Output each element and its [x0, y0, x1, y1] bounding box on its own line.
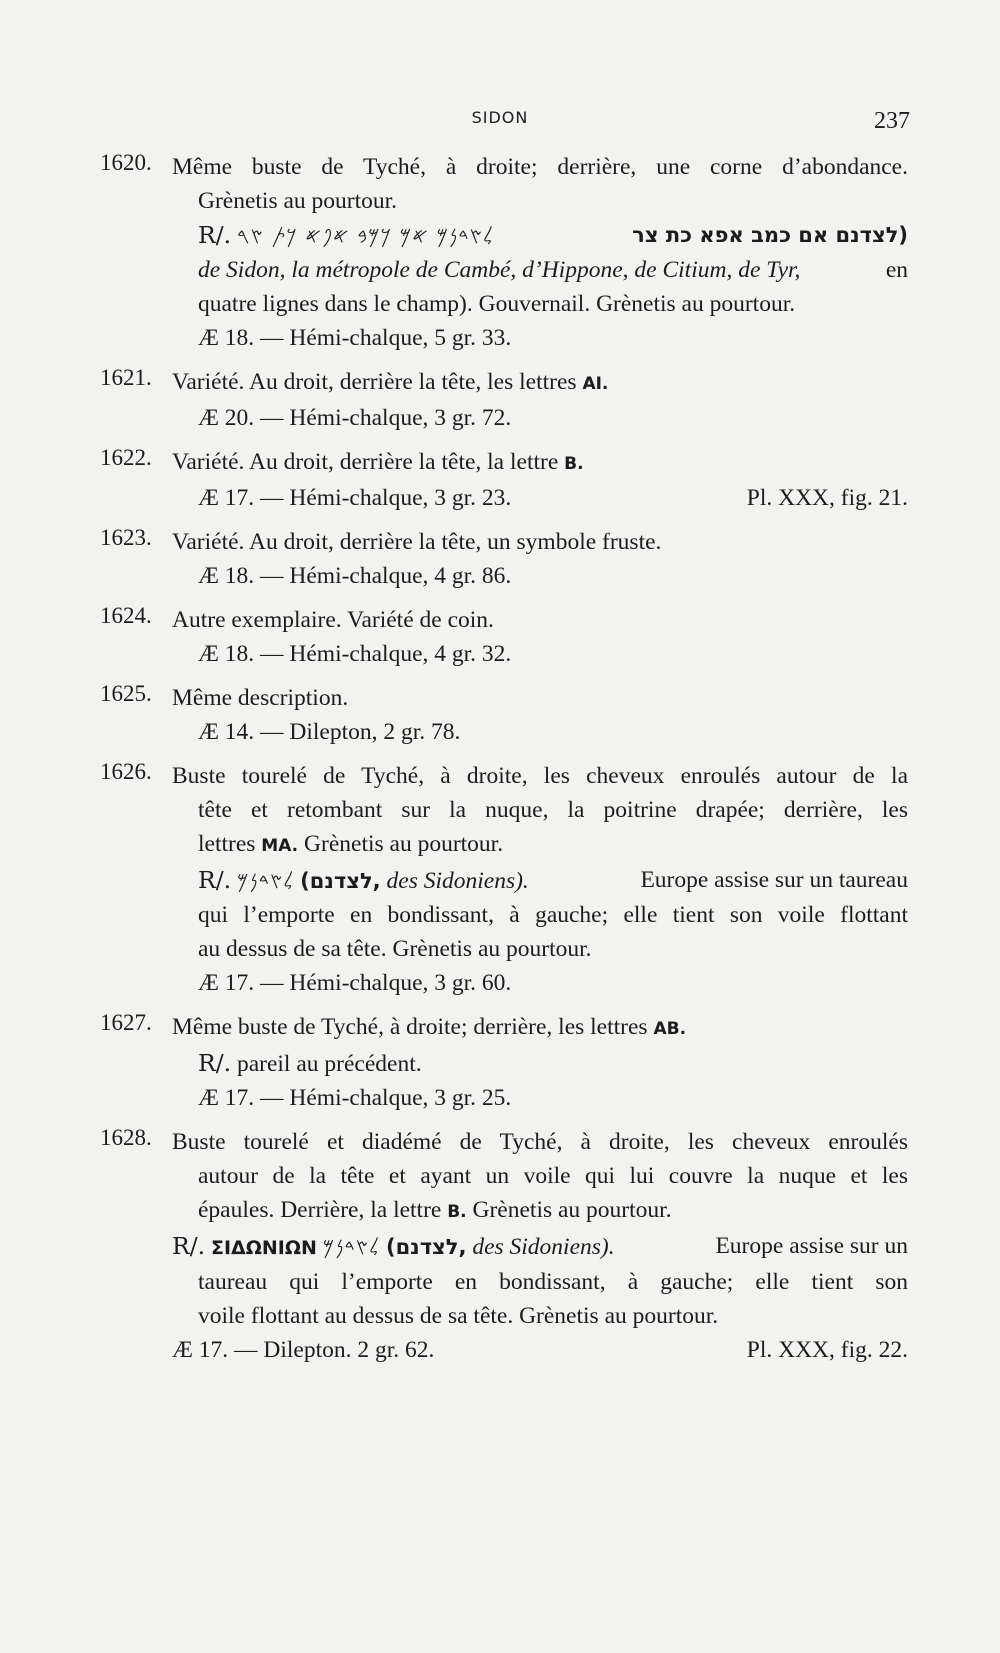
entry-1624 [100, 603, 908, 671]
translation-italic: des Sidoniens). [386, 868, 529, 894]
letters: B. [447, 1202, 467, 1222]
reverse-line: qui l’emporte en bondissant, à gauche; elle tient son voile flottant [198, 902, 908, 928]
letters: AI. [582, 374, 609, 394]
obverse-line: Buste tourelé de Tyché, à droite, les cheveux enroulés autour de la [172, 763, 908, 789]
reverse-line: au dessus de sa tête. Grènetis au pourtour. [198, 936, 592, 962]
obverse-line [172, 365, 908, 401]
obverse-line: Variété. Au droit, derrière la tête, un symbole fruste. [172, 529, 662, 555]
page-number: 237 [874, 108, 910, 134]
entry-1623 [100, 525, 908, 593]
weight-line: Æ 17. — Hémi-chalque, 3 gr. 25. [198, 1085, 512, 1111]
reverse-legend-line [172, 1229, 908, 1265]
entry-1627 [100, 1010, 908, 1115]
entry-number: 1626. [100, 759, 152, 784]
reverse-legend-line [172, 218, 908, 253]
entry-number: 1620. [100, 150, 152, 175]
letters: AB. [653, 1019, 687, 1039]
obverse-text: épaules. Derrière, la lettre [198, 1197, 442, 1223]
translation-tail: en [885, 257, 908, 283]
obverse-line: Même description. [172, 685, 349, 711]
entry-number: 1625. [100, 681, 152, 706]
hebrew-transcription: (לצדנם, [385, 1235, 467, 1259]
weight-line: Æ 18. — Hémi-chalque, 4 gr. 32. [198, 641, 512, 667]
reverse-mark: R/. [198, 221, 232, 249]
obverse-line: Grènetis au pourtour. [198, 188, 398, 214]
obverse-text: lettres [198, 831, 256, 857]
phoenician-legend: 𐤋𐤑𐤃𐤍𐤌 [322, 1235, 381, 1259]
letters: MA. [261, 836, 299, 856]
phoenician-legend: 𐤋𐤑𐤃𐤍𐤌 [236, 869, 295, 893]
weight-text: Æ 17. — Hémi-chalque, 3 gr. 23. [198, 485, 512, 511]
entry-number: 1621. [100, 365, 152, 390]
obverse-line [172, 1010, 908, 1046]
entry-number: 1628. [100, 1125, 152, 1150]
entry-number: 1623. [100, 525, 152, 550]
entry-number: 1622. [100, 445, 152, 470]
plate-reference: Pl. XXX, fig. 22. [746, 1337, 908, 1363]
obverse-line: Autre exemplaire. Variété de coin. [172, 607, 494, 633]
reverse-text: pareil au précédent. [236, 1051, 422, 1077]
obverse-line: Même buste de Tyché, à droite; derrière, une corne d’abondance. [172, 154, 908, 180]
phoenician-legend: 𐤋𐤑𐤃𐤍𐤌 𐤀𐤌 𐤊𐤌𐤁 𐤀𐤐𐤀 𐤊𐤕 𐤑𐤓 [236, 224, 494, 248]
weight-line: Æ 18. — Hémi-chalque, 5 gr. 33. [198, 325, 512, 351]
obverse-line [172, 445, 908, 481]
letters: B. [564, 454, 584, 474]
reverse-text: Europe assise sur un taureau [640, 867, 908, 893]
translation-line [172, 253, 908, 287]
reverse-mark: R/. [198, 1049, 232, 1077]
weight-line: Æ 18. — Hémi-chalque, 4 gr. 86. [198, 563, 512, 589]
weight-line [172, 481, 908, 515]
entry-number: 1627. [100, 1010, 152, 1035]
entry-1621 [100, 365, 908, 435]
catalogue-entries [100, 150, 908, 1377]
entry-1625 [100, 681, 908, 749]
translation-italic: des Sidoniens). [472, 1234, 615, 1260]
greek-legend: ΣΙΔΩΝΙΩΝ [210, 1237, 317, 1259]
reverse-legend-line [172, 863, 908, 898]
reverse-line: voile flottant au dessus de sa tête. Grènetis au pourtour. [198, 1303, 719, 1329]
entry-1620 [100, 150, 908, 355]
reverse-line [172, 1046, 908, 1081]
plate-reference: Pl. XXX, fig. 21. [746, 485, 908, 511]
entry-number: 1624. [100, 603, 152, 628]
obverse-text: Variété. Au droit, derrière la tête, la lettre [172, 449, 559, 475]
obverse-line [172, 827, 908, 863]
running-header: SIDON [471, 108, 529, 127]
obverse-text: Grènetis au pourtour. [304, 831, 504, 857]
obverse-text: Grènetis au pourtour. [472, 1197, 672, 1223]
reverse-mark: R/. [172, 1232, 206, 1260]
weight-line: Æ 17. — Hémi-chalque, 3 gr. 60. [198, 970, 512, 996]
hebrew-transcription: (לצדנם אם כמב אפא כת צר [632, 223, 908, 247]
reverse-line: taureau qui l’emporte en bondissant, à gauche; elle tient son [198, 1269, 908, 1295]
reverse-text: Europe assise sur un [715, 1233, 908, 1259]
reverse-line: quatre lignes dans le champ). Gouvernail. Grènetis au pourtour. [198, 291, 796, 317]
obverse-text: Même buste de Tyché, à droite; derrière, les lettres [172, 1014, 648, 1040]
weight-line: Æ 14. — Dilepton, 2 gr. 78. [198, 719, 461, 745]
hebrew-transcription: (לצדנם, [300, 869, 381, 893]
reverse-mark: R/. [198, 866, 232, 894]
weight-line: Æ 20. — Hémi-chalque, 3 gr. 72. [198, 405, 512, 431]
weight-text: Æ 17. — Dilepton. 2 gr. 62. [172, 1337, 435, 1363]
entry-1622 [100, 445, 908, 515]
obverse-text: Variété. Au droit, derrière la tête, les lettres [172, 369, 577, 395]
obverse-line: autour de la tête et ayant un voile qui lui couvre la nuque et les [198, 1163, 908, 1189]
translation-italic: de Sidon, la métropole de Cambé, d’Hippone, de Citium, de Tyr, [198, 257, 801, 283]
entry-1626 [100, 759, 908, 1000]
obverse-line [172, 1193, 908, 1229]
weight-line [172, 1333, 908, 1367]
obverse-line: Buste tourelé et diadémé de Tyché, à droite, les cheveux enroulés [172, 1129, 908, 1155]
entry-1628 [100, 1125, 908, 1367]
obverse-line: tête et retombant sur la nuque, la poitrine drapée; derrière, les [198, 797, 908, 823]
